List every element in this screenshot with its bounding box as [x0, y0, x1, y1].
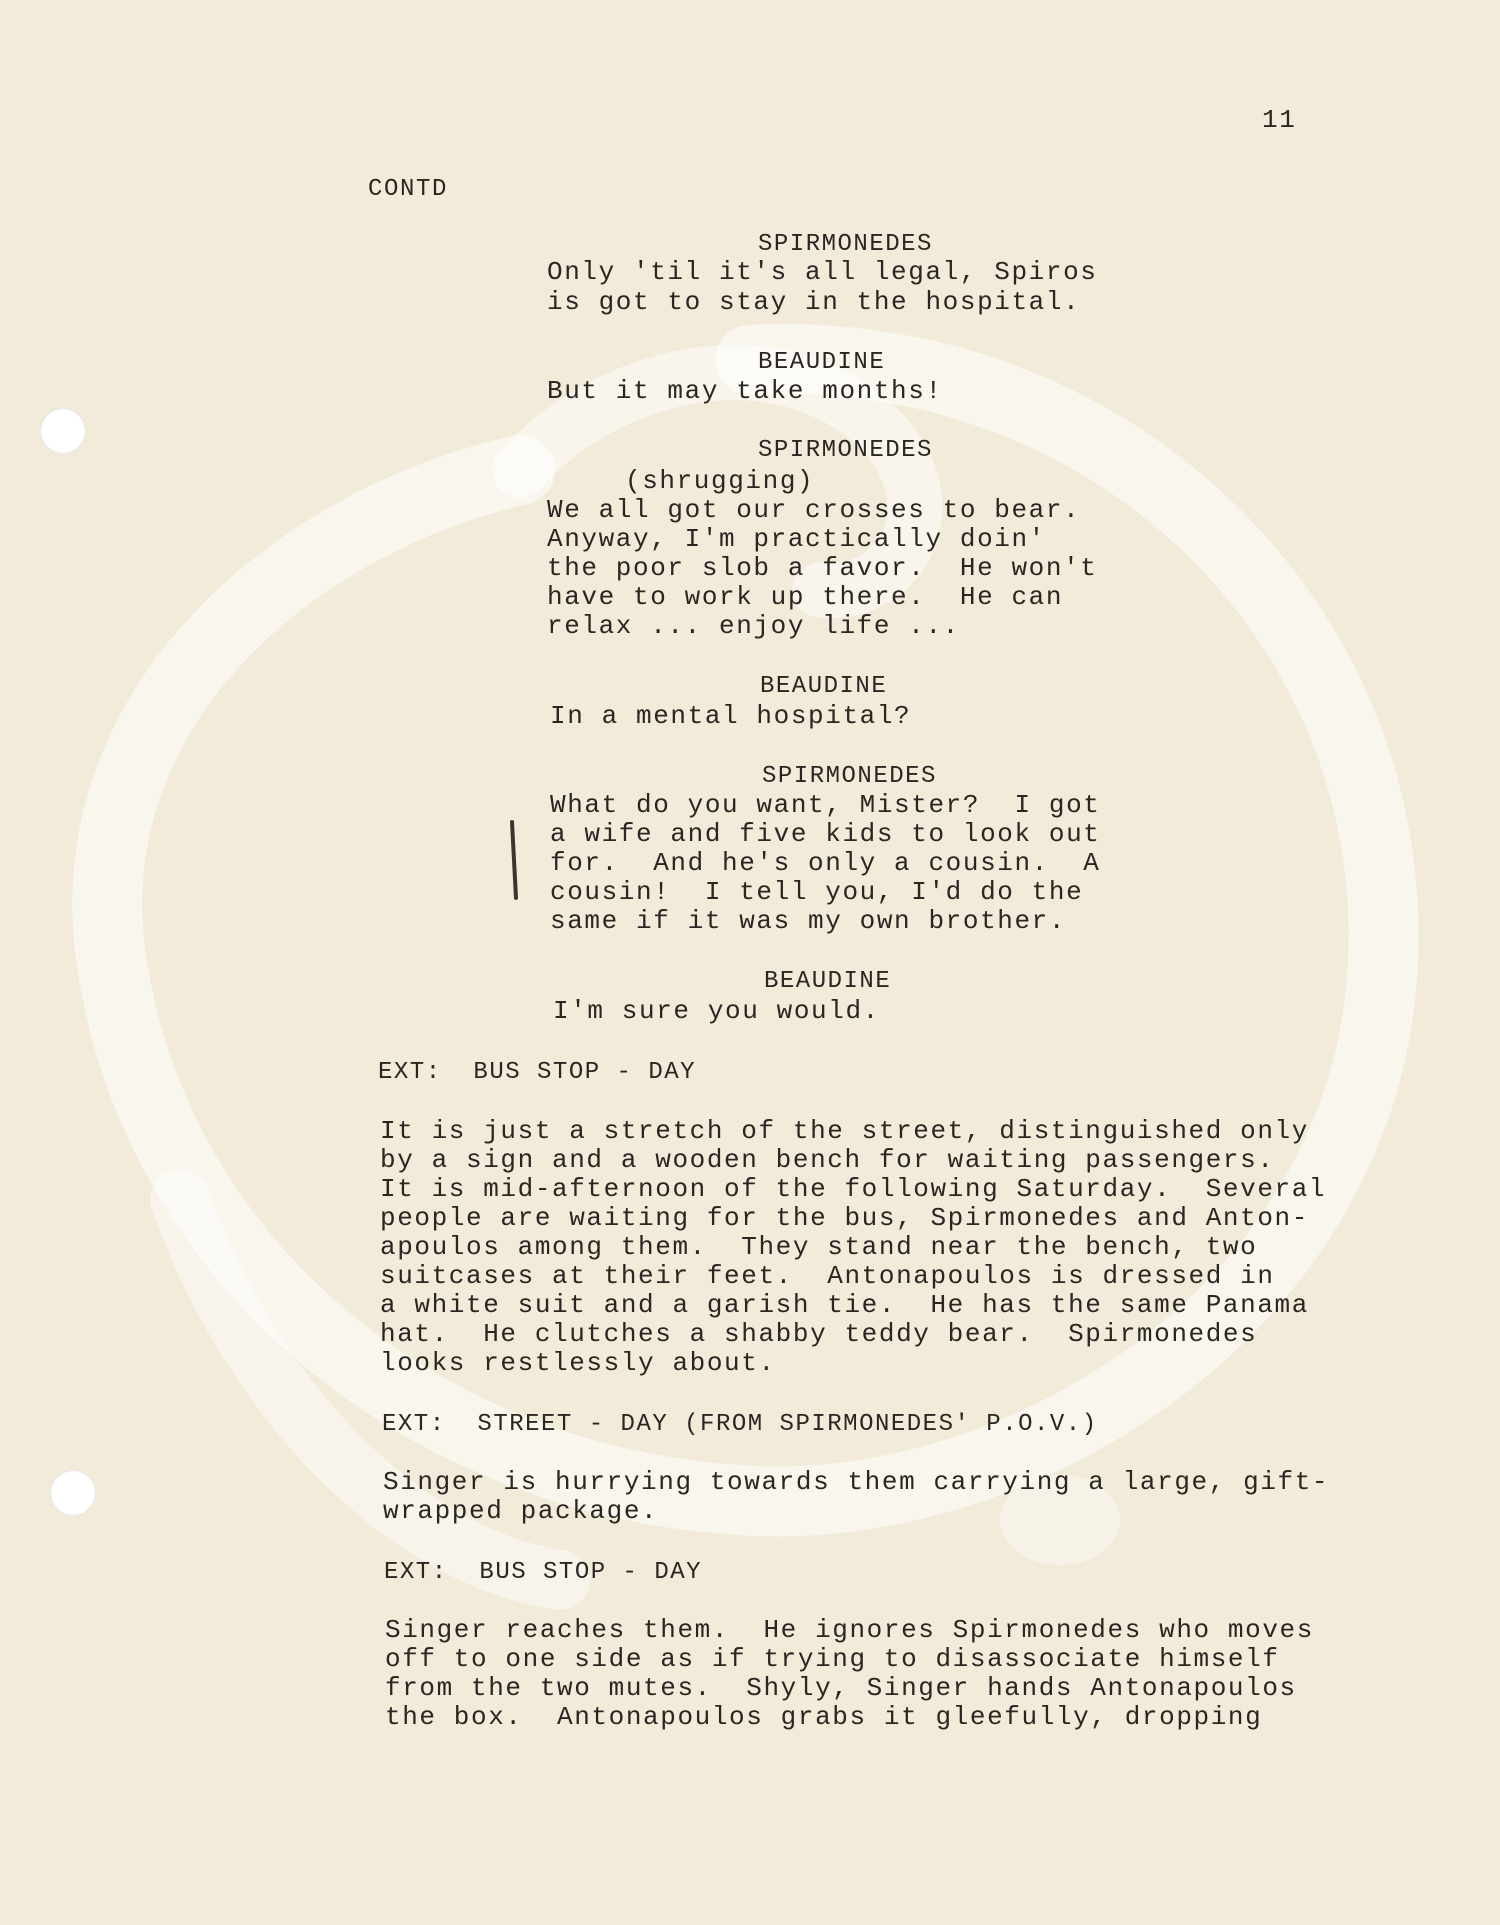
action-line: from the two mutes. Shyly, Singer hands Antonapoulos [385, 1673, 1297, 1703]
character-cue: BEAUDINE [758, 349, 886, 376]
dialogue-line: But it may take months! [547, 376, 943, 406]
contd-label: CONTD [368, 176, 449, 203]
dialogue-line: We all got our crosses to bear. [547, 495, 1081, 525]
parenthetical: (shrugging) [625, 466, 815, 496]
action-line: hat. He clutches a shabby teddy bear. Spirmonedes [380, 1319, 1258, 1349]
dialogue-line: What do you want, Mister? I got [550, 790, 1101, 820]
action-line: the box. Antonapoulos grabs it gleefully, dropping [385, 1702, 1263, 1732]
action-line: by a sign and a wooden bench for waiting passengers. [380, 1145, 1275, 1175]
dialogue-line: the poor slob a favor. He won't [547, 553, 1098, 583]
margin-pencil-mark [510, 820, 518, 900]
dialogue-line: Anyway, I'm practically doin' [547, 524, 1046, 554]
dialogue-line: for. And he's only a cousin. A [550, 848, 1101, 878]
character-cue: SPIRMONEDES [762, 763, 937, 790]
dialogue-line: a wife and five kids to look out [550, 819, 1101, 849]
scene-heading: EXT: STREET - DAY (FROM SPIRMONEDES' P.O.V.) [382, 1411, 1098, 1438]
action-line: a white suit and a garish tie. He has the same Panama [380, 1290, 1309, 1320]
action-line: off to one side as if trying to disassociate himself [385, 1644, 1280, 1674]
dialogue-line: have to work up there. He can [547, 582, 1064, 612]
character-cue: SPIRMONEDES [758, 437, 933, 464]
scene-heading: EXT: BUS STOP - DAY [384, 1559, 703, 1586]
dialogue-line: Only 'til it's all legal, Spiros [547, 257, 1098, 287]
character-cue: BEAUDINE [760, 673, 888, 700]
page-number: 11 [1262, 105, 1297, 135]
binder-hole-top [40, 408, 86, 454]
action-line: apoulos among them. They stand near the bench, two [380, 1232, 1258, 1262]
character-cue: SPIRMONEDES [758, 231, 933, 258]
action-line: It is mid-afternoon of the following Saturday. Several [380, 1174, 1327, 1204]
action-line: wrapped package. [383, 1496, 659, 1526]
dialogue-line: cousin! I tell you, I'd do the [550, 877, 1084, 907]
character-cue: BEAUDINE [764, 968, 892, 995]
dialogue-line: In a mental hospital? [550, 701, 912, 731]
dialogue-line: I'm sure you would. [553, 996, 880, 1026]
dialogue-line: relax ... enjoy life ... [547, 611, 960, 641]
action-line: looks restlessly about. [380, 1348, 776, 1378]
dialogue-line: is got to stay in the hospital. [547, 287, 1081, 317]
dialogue-line: same if it was my own brother. [550, 906, 1067, 936]
scene-heading: EXT: BUS STOP - DAY [378, 1059, 697, 1086]
action-line: suitcases at their feet. Antonapoulos is dressed in [380, 1261, 1275, 1291]
binder-hole-bottom [50, 1470, 96, 1516]
action-line: It is just a stretch of the street, distinguished only [380, 1116, 1309, 1146]
action-line: Singer is hurrying towards them carrying a large, gift- [383, 1467, 1330, 1497]
action-line: people are waiting for the bus, Spirmonedes and Anton- [380, 1203, 1309, 1233]
action-line: Singer reaches them. He ignores Spirmonedes who moves [385, 1615, 1314, 1645]
